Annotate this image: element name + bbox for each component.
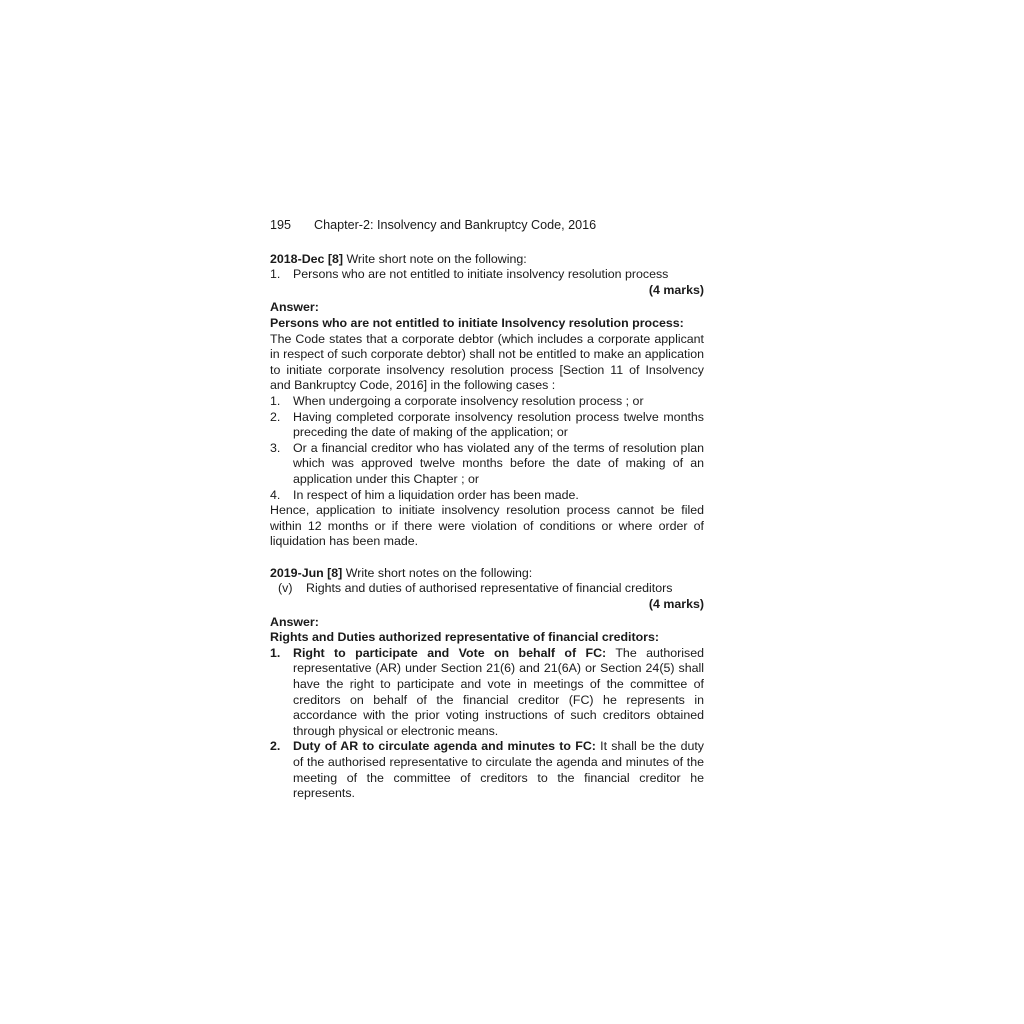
list-item-number: 2.	[270, 409, 281, 424]
question-1-marks: (4 marks)	[648, 282, 704, 297]
answer-1-cases	[270, 394, 704, 503]
question-1-prompt	[270, 252, 704, 268]
list-item-number: 4.	[270, 487, 281, 502]
list-item-text: When undergoing a corporate insolvency resolution process ; or	[293, 393, 644, 408]
list-item	[270, 488, 704, 504]
question-2-marks: (4 marks)	[648, 597, 704, 612]
answer-1-intro: The Code states that a corporate debtor (which includes a corporate applicant in respect of such corporate debtor) shall not be entitled to make an application to initiate corporate insolvency resolution process [Section 11 of Insolvency and Bankruptcy Code, 2016] in the following cases :	[270, 331, 704, 393]
list-item-number: 1.	[270, 645, 281, 660]
answer-2-heading: Rights and Duties authorized representative of financial creditors:	[270, 630, 660, 645]
list-item-text: In respect of him a liquidation order has been made.	[293, 487, 579, 502]
list-item-number: 2.	[270, 739, 281, 754]
answer-1-heading: Persons who are not entitled to initiate Insolvency resolution process:	[270, 315, 684, 330]
list-item-number: 1.	[270, 393, 281, 408]
list-item	[270, 441, 704, 488]
answer-2-label: Answer:	[270, 614, 319, 629]
question-2-item-text: Rights and duties of authorised representative of financial creditors	[306, 581, 673, 596]
question-2-item-number: (v)	[278, 581, 293, 596]
list-item	[270, 410, 704, 441]
question-1-item	[270, 267, 704, 283]
list-item	[270, 739, 704, 801]
list-item-number: 3.	[270, 440, 281, 455]
page-header	[270, 218, 704, 234]
answer-2-points	[270, 646, 704, 802]
list-item-text: The authorised representative (AR) under Section 21(6) and 21(6A) or Section 24(5) shall have the right to participate and vote in meetings of the committee of creditors on behalf of the financial creditor (FC) he represents in accordance with the prior voting instructions of such creditors obtained through physical or electronic means.	[293, 645, 704, 738]
list-item-title: Duty of AR to circulate agenda and minutes to FC:	[293, 739, 596, 754]
answer-1-conclusion: Hence, application to initiate insolvency resolution process cannot be filed within 12 months or if there were violation of conditions or where order of liquidation has been made.	[270, 503, 704, 549]
question-2-tag: 2019-Jun [8]	[270, 565, 343, 580]
list-item-text: Or a financial creditor who has violated any of the terms of resolution plan which was approved twelve months before the date of making of an application under this Chapter ; or	[293, 440, 704, 486]
question-2-text: Write short notes on the following:	[342, 565, 533, 580]
section-gap	[270, 550, 704, 566]
question-1-item-number: 1.	[270, 267, 281, 282]
question-2-prompt	[270, 566, 704, 582]
list-item-title: Right to participate and Vote on behalf of FC:	[293, 645, 607, 660]
question-1-item-text: Persons who are not entitled to initiate insolvency resolution process	[293, 267, 669, 282]
document-page	[270, 218, 704, 802]
list-item-text: Having completed corporate insolvency resolution process twelve months preceding the date of making of the application; or	[293, 409, 704, 440]
page-number: 195	[270, 218, 292, 232]
list-item-text: It shall be the duty of the authorised representative to circulate the agenda and minutes of the meeting of the committee of creditors to the financial creditor he represents.	[293, 739, 704, 801]
question-2-item	[270, 581, 704, 597]
answer-1-label: Answer:	[270, 300, 319, 315]
list-item	[270, 394, 704, 410]
list-item	[270, 646, 704, 740]
question-1-tag: 2018-Dec [8]	[270, 251, 344, 266]
chapter-title: Chapter-2: Insolvency and Bankruptcy Code, 2016	[314, 218, 597, 232]
question-1-text: Write short note on the following:	[343, 251, 527, 266]
